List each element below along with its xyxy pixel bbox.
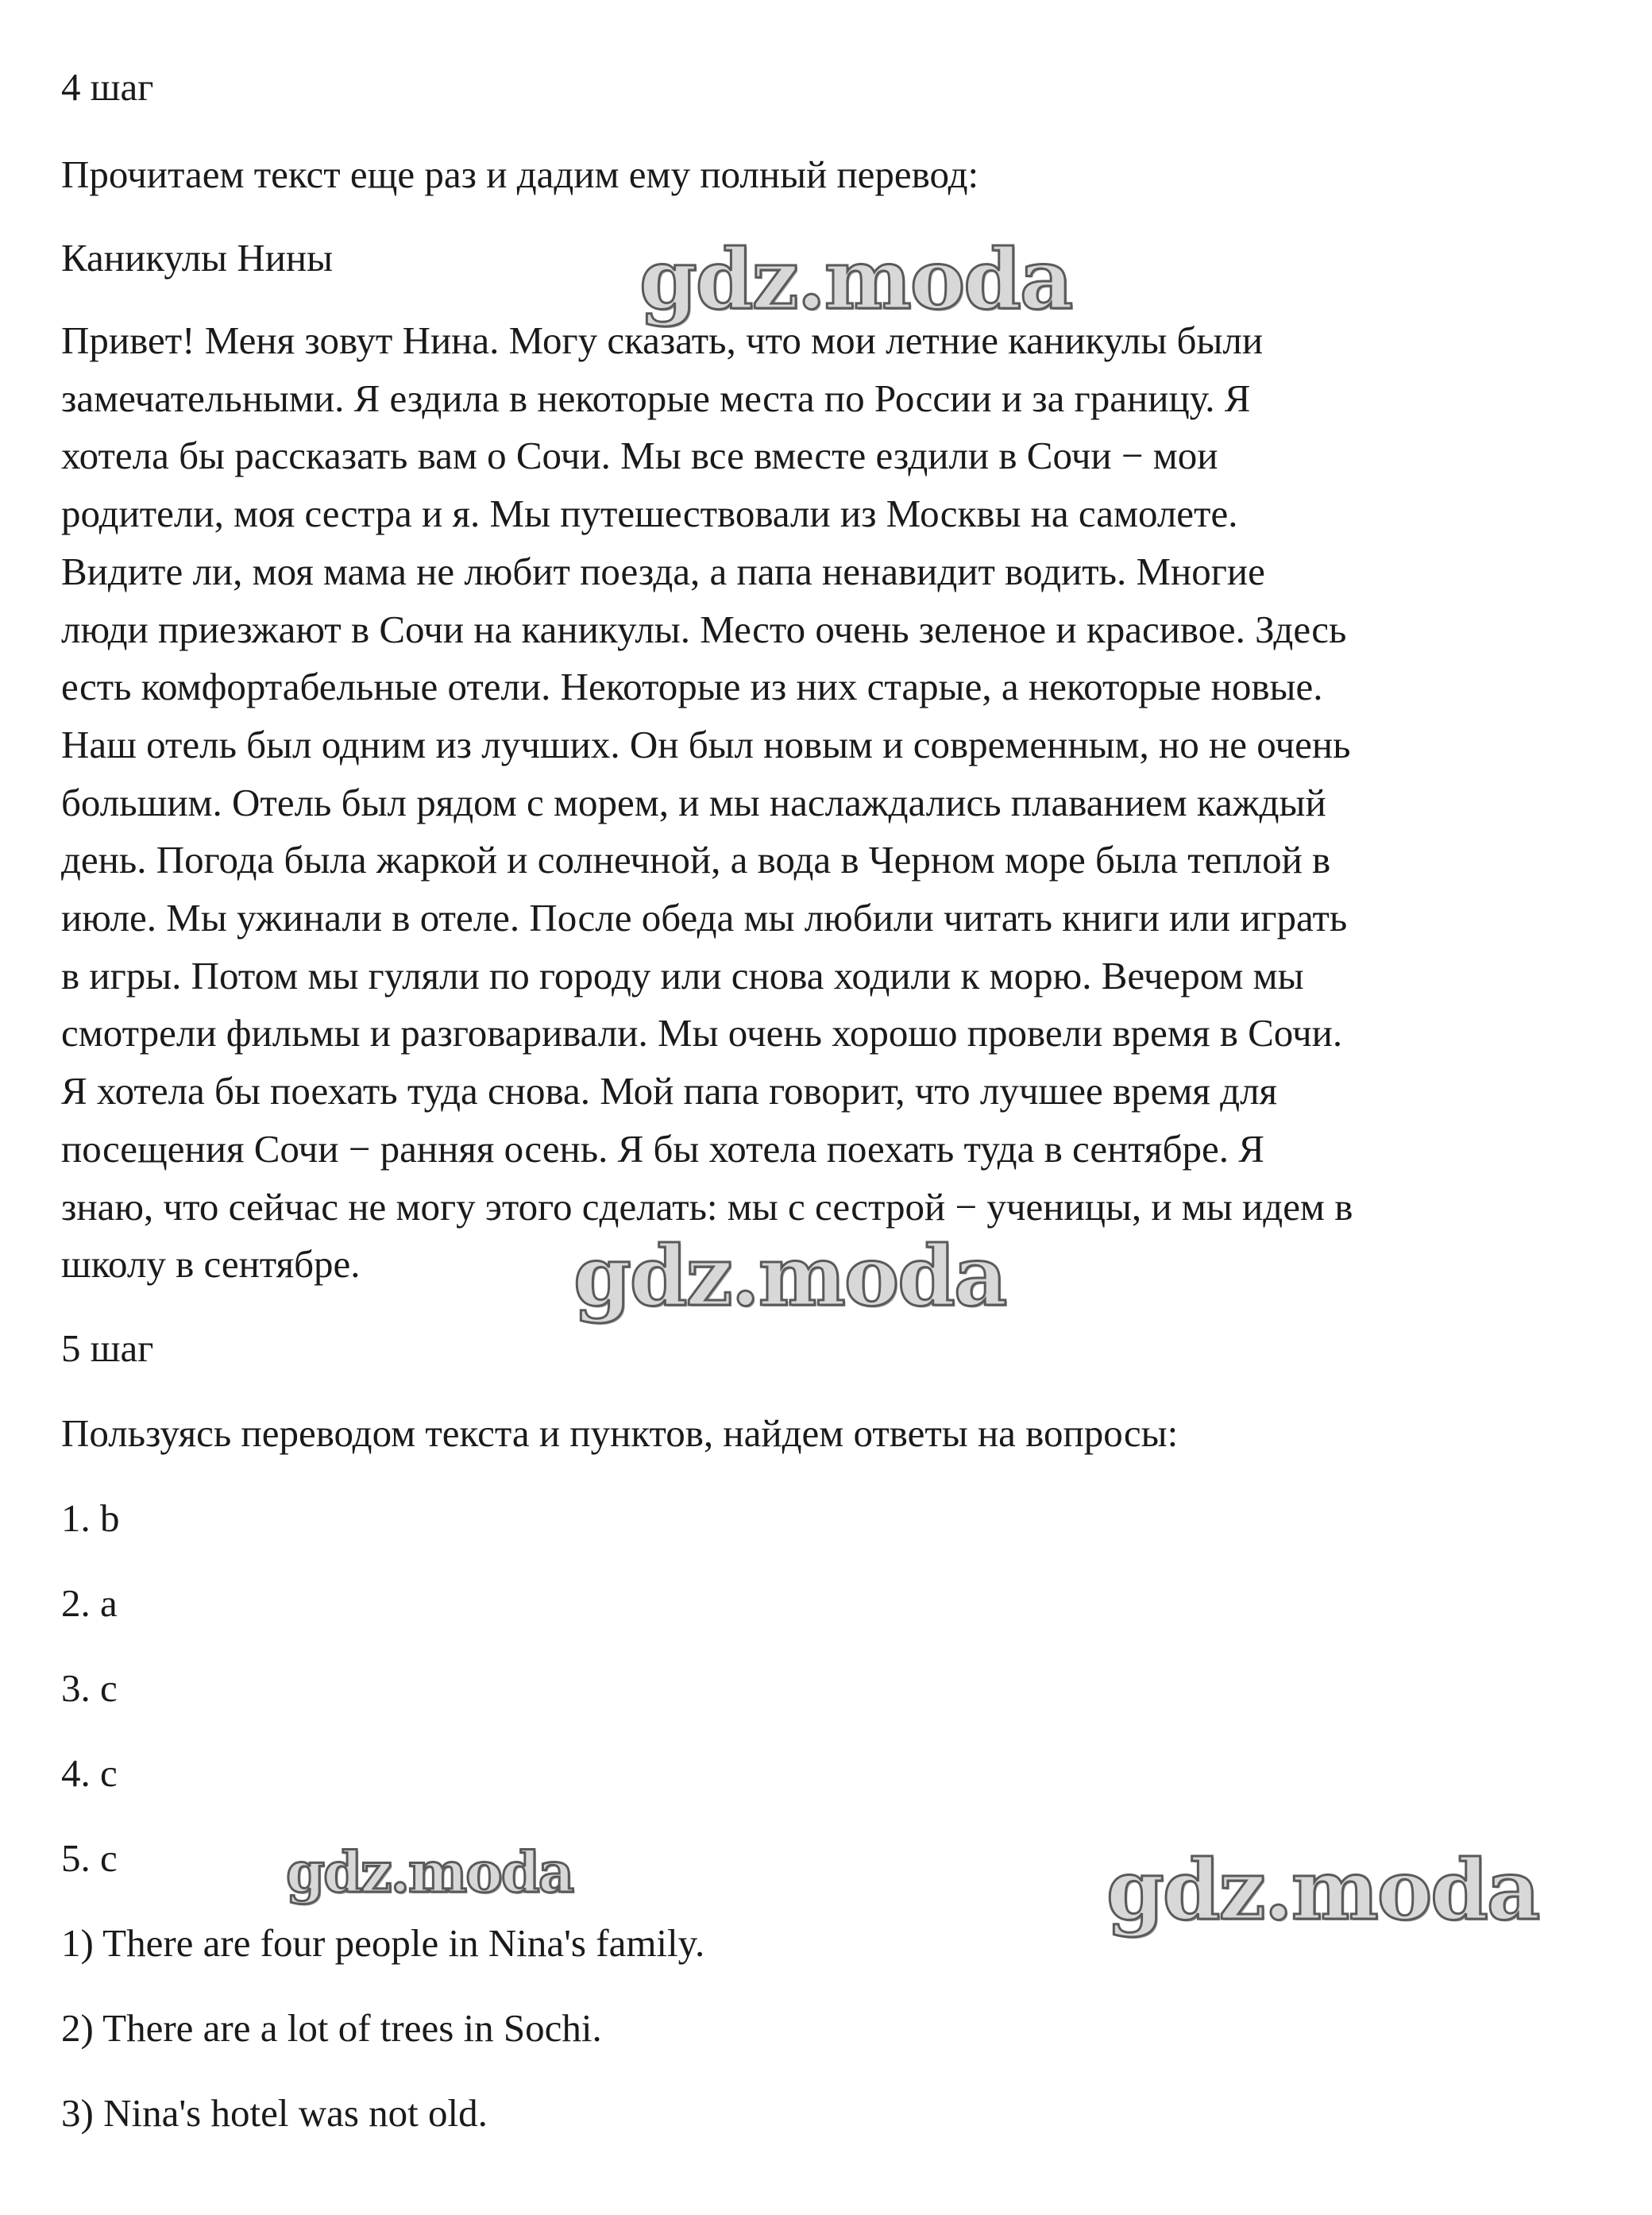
paragraph-line: замечательными. Я ездила в некоторые места по России и за границу. Я [61, 376, 1251, 420]
step4-intro: Прочитаем текст еще раз и дадим ему полный перевод: [61, 152, 979, 196]
answer-sentence: 3) Nina's hotel was not old. [61, 2091, 488, 2135]
text-title: Каникулы Нины [61, 236, 334, 280]
paragraph-line: большим. Отель был рядом с морем, и мы наслаждались плаванием каждый [61, 780, 1326, 824]
answer-item: 1. b [61, 1496, 120, 1540]
paragraph-line: родители, моя сестра и я. Мы путешествовали из Москвы на самолете. [61, 492, 1238, 536]
watermark-logo: gdz.moda [286, 1839, 573, 1905]
watermark-logo: gdz.moda [573, 1227, 1006, 1325]
paragraph-line: в игры. Потом мы гуляли по городу или снова ходили к морю. Вечером мы [61, 953, 1304, 998]
paragraph-line: Наш отель был одним из лучших. Он был новым и современным, но не очень [61, 722, 1351, 766]
answer-item: 3. c [61, 1666, 118, 1710]
answer-sentence: 2) There are a lot of trees in Sochi. [61, 2006, 602, 2050]
paragraph-line: день. Погода была жаркой и солнечной, а вода в Черном море была теплой в [61, 838, 1331, 882]
paragraph-line: Видите ли, моя мама не любит поезда, а папа ненавидит водить. Многие [61, 549, 1265, 593]
answer-sentence: 1) There are four people in Nina's family. [61, 1921, 705, 1965]
answer-item: 4. c [61, 1751, 118, 1795]
step4-heading: 4 шаг [61, 65, 154, 109]
paragraph-line: Я хотела бы поехать туда снова. Мой папа говорит, что лучшее время для [61, 1069, 1278, 1113]
step5-heading: 5 шаг [61, 1326, 154, 1370]
paragraph-line: смотрели фильмы и разговаривали. Мы очень хорошо провели время в Сочи. [61, 1011, 1343, 1055]
paragraph-line: Привет! Меня зовут Нина. Могу сказать, что мои летние каникулы были [61, 318, 1264, 362]
watermark-logo: gdz.moda [639, 230, 1072, 328]
paragraph-line: хотела бы рассказать вам о Сочи. Мы все вместе ездили в Сочи − мои [61, 434, 1218, 478]
paragraph-line: есть комфортабельные отели. Некоторые из них старые, а некоторые новые. [61, 665, 1323, 709]
paragraph-line: люди приезжают в Сочи на каникулы. Место очень зеленое и красивое. Здесь [61, 607, 1347, 651]
paragraph-line: июле. Мы ужинали в отеле. После обеда мы любили читать книги или играть [61, 896, 1348, 940]
watermark-logo: gdz.moda [1106, 1841, 1539, 1939]
answer-item: 5. c [61, 1836, 118, 1880]
paragraph-line: знаю, что сейчас не могу этого сделать: мы с сестрой − ученицы, и мы идем в [61, 1184, 1353, 1229]
step5-intro: Пользуясь переводом текста и пунктов, найдем ответы на вопросы: [61, 1411, 1179, 1455]
answer-item: 2. a [61, 1581, 118, 1625]
paragraph-line: посещения Сочи − ранняя осень. Я бы хотела поехать туда в сентябре. Я [61, 1126, 1264, 1171]
translation-paragraph [61, 312, 1618, 1294]
paragraph-line: школу в сентябре. [61, 1242, 361, 1287]
